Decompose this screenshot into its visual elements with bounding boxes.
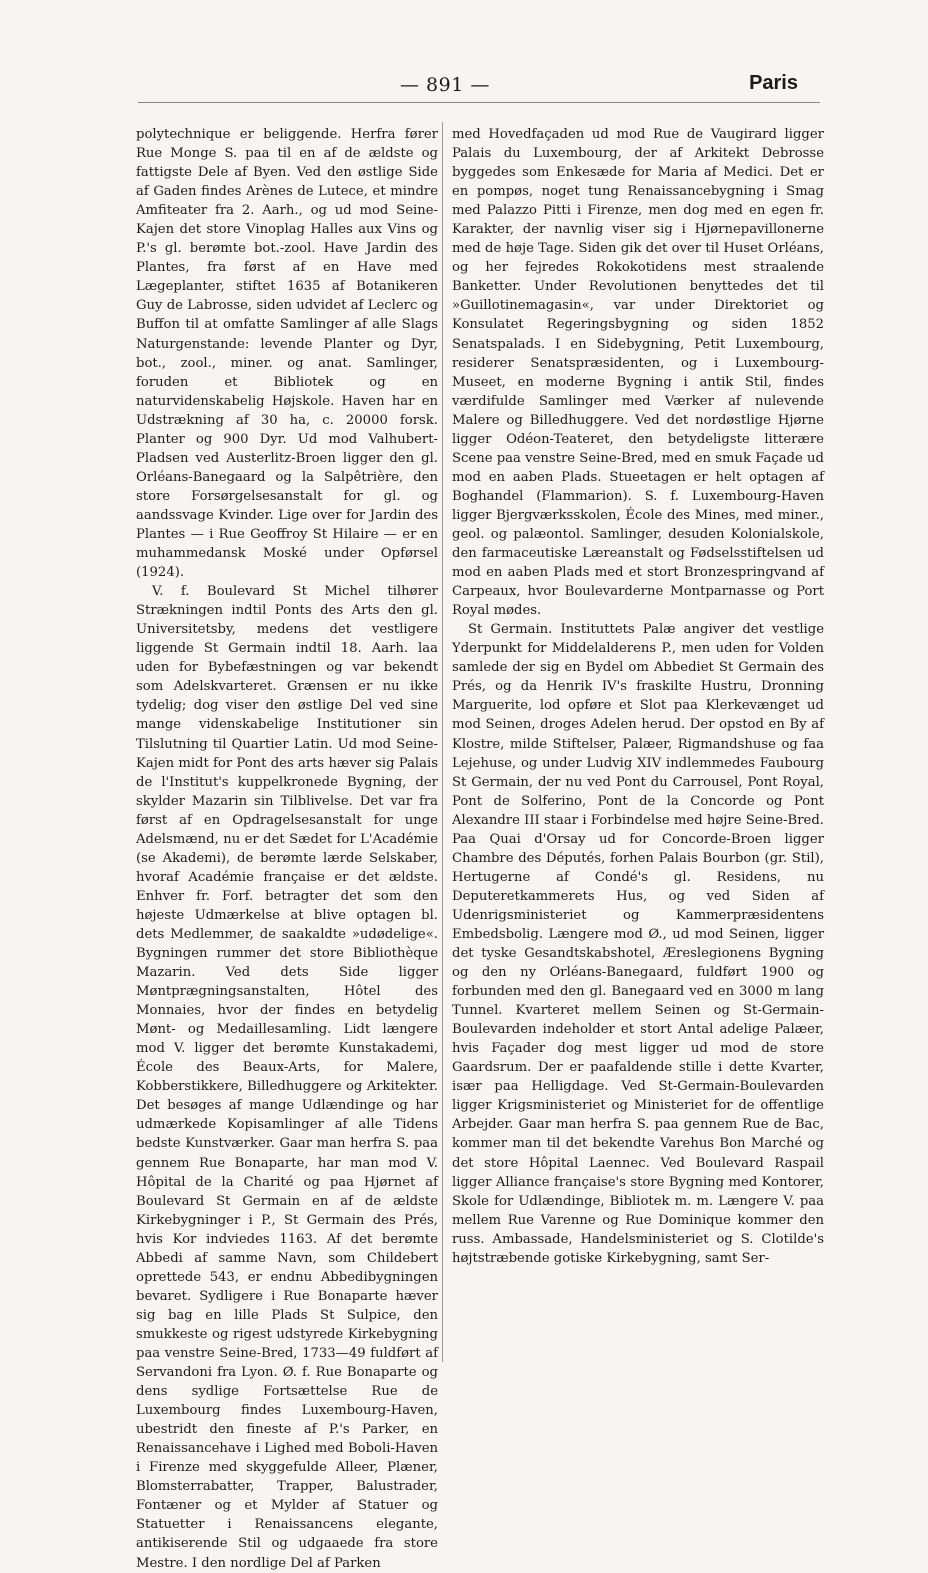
paragraph: polytechnique er beliggende. Herfra fører Rue Monge S. paa til en af de ældste og fattigste Dele af Byen. Ved den østlige Side af Gaden findes Arènes de Lutece, et mindre Amfiteater fra 2. Aarh., og ud mod Seine-Kajen det store Vinoplag Halles aux Vins og P.'s gl. berømte bot.-zool. Have Jardin des Plantes, fra først af en Have med Lægeplanter, stiftet 1635 af Botanikeren Guy de Labrosse, siden udvidet af Leclerc og Buffon til at omfatte Samlinger af alle Slags Naturgenstande: levende Planter og Dyr, bot., zool., miner. og anat. Samlinger, foruden et Bibliotek og en naturvidenskabelig Højskole. Haven har en Udstrækning af 30 ha, c. 20000 forsk. Planter og 900 Dyr. Ud mod Valhubert-Pladsen ved Austerlitz-Broen ligger den gl. Orléans-Banegaard og la Salpêtrière, den store Forsørgelsesanstalt for gl. og aandssvage Kvinder. Lige over for Jardin des Plantes — i Rue Geoffroy St Hilaire — er en muhammedansk Moské under Opførsel (1924). (136, 127, 438, 581)
page-number: — 891 — (400, 74, 490, 96)
left-column (136, 125, 438, 1573)
column-divider (442, 122, 443, 1362)
paragraph: V. f. Boulevard St Michel tilhører Strækningen indtil Ponts des Arts den gl. Universitetsby, medens det vestligere liggende St Germain indtil 18. Aarh. laa uden for Bybefæstningen og var bekendt som Adelskvarteret. Grænsen er nu ikke tydelig; dog viser den østlige Del ved sine mange videnskabelige Institutioner sin Tilslutning til Quartier Latin. Ud mod Seine-Kajen midt for Pont des arts hæver sig Palais de l'Institut's kuppelkronede Bygning, der skylder Mazarin sin Tilblivelse. Det var fra først af en Opdragelsesanstalt for unge Adelsmænd, nu er det Sædet for L'Académie (se Akademi), de berømte lærde Selskaber, hvoraf Académie française er det ældste. Enhver fr. Forf. betragter det som den højeste Udmærkelse at blive optagen bl. dets Medlemmer, de saakaldte »udødelige«. Bygningen rummer det store Bibliothèque Mazarin. Ved dets Side ligger Møntprægningsanstalten, Hôtel des Monnaies, hvor der findes en betydelig Mønt- og Medaillesamling. Lidt længere mod V. ligger det berømte Kunstakademi, École des Beaux-Arts, for Malere, Kobberstikkere, Billedhuggere og Arkitekter. Det besøges af mange Udlændinge og har udmærkede Kopisamlinger af alle Tidens bedste Kunstværker. Gaar man herfra S. paa gennem Rue Bonaparte, har man mod V. Hôpital de la Charité og paa Hjørnet af Boulevard St Germain en af de ældste Kirkebygninger i P., St Germain des Prés, hvis Kor indviedes 1163. Af det berømte Abbedi af samme Navn, som Childebert oprettede 543, er endnu Abbedibygningen bevaret. Sydligere i Rue Bonaparte hæver sig bag en lille Plads St Sulpice, den smukkeste og rigest udstyrede Kirkebygning paa venstre Seine-Bred, 1733—49 fuldført af Servandoni fra Lyon. Ø. f. Rue Bonaparte og dens sydlige Fortsættelse Rue de Luxembourg findes Luxembourg-Haven, ubestridt den fineste af P.'s Parker, en Renaissancehave i Lighed med Boboli-Haven i Firenze med skyggefulde Alleer, Plæner, Blomsterrabatter, Trapper, Balustrader, Fontæner og et Mylder af Statuer og Statuetter i Renaissancens elegante, antikiserende Stil og udgaaede fra store Mestre. I den nordlige Del af Parken (136, 584, 438, 1571)
paragraph: med Hovedfaçaden ud mod Rue de Vaugirard ligger Palais du Luxembourg, der af Arkitekt Debrosse byggedes som Enkesæde for Maria af Medici. Det er en pompøs, noget tung Renaissancebygning i Smag med Palazzo Pitti i Firenze, men dog med en egen fr. Karakter, der navnlig viser sig i Hjørnepavillonerne med de høje Tage. Siden gik det over til Huset Orléans, og her fejredes Rokokotidens mest straalende Banketter. Under Revolutionen benyttedes det til »Guillotinemagasin«, var under Direktoriet og Konsulatet Regeringsbygning og siden 1852 Senatspalads. I en Sidebygning, Petit Luxembourg, residerer Senatspræsidenten, og i Luxembourg-Museet, en moderne Bygning i antik Stil, findes værdifulde Samlinger med Værker af nulevende Malere og Billedhuggere. Ved det nordøstlige Hjørne ligger Odéon-Teateret, den betydeligste litterære Scene paa venstre Seine-Bred, med en smuk Façade ud mod en aaben Plads. Stueetagen er helt optagen af Boghandel (Flammarion). S. f. Luxembourg-Haven ligger Bjergværksskolen, École des Mines, med miner., geol. og palæontol. Samlinger, desuden Kolonialskole, den farmaceutiske Læreanstalt og Fødselsstiftelsen ud mod en aaben Plads med et stort Bronzespringvand af Carpeaux, hvor Boulevarderne Montparnasse og Port Royal mødes. (452, 127, 824, 619)
paragraph: St Germain. Instituttets Palæ angiver det vestlige Yderpunkt for Middelalderens P., men uden for Volden samlede der sig en Bydel om Abbediet St Germain des Prés, og da Henrik IV's fraskilte Hustru, Dronning Marguerite, lod opføre et Slot paa Klerkevænget ud mod Seinen, droges Adelen herud. Der opstod en By af Klostre, milde Stiftelser, Palæer, Rigmandshuse og faa Lejehuse, og under Ludvig XIV indlemmedes Faubourg St Germain, der nu ved Pont du Carrousel, Pont Royal, Pont de Solferino, Pont de la Concorde og Pont Alexandre III staar i Forbindelse med højre Seine-Bred. Paa Quai d'Orsay ud for Concorde-Broen ligger Chambre des Députés, forhen Palais Bourbon (gr. Stil), Hertugerne af Condé's gl. Residens, nu Deputeretkammerets Hus, og ved Siden af Udenrigsministeriet og Kammerpræsidentens Embedsbolig. Længere mod Ø., ud mod Seinen, ligger det tyske Gesandtskabshotel, Æreslegionens Bygning og den ny Orléans-Banegaard, fuldført 1900 og forbunden med den gl. Banegaard ved en 3000 m lang Tunnel. Kvarteret mellem Seinen og St-Germain-Boulevarden indeholder et stort Antal adelige Palæer, hvis Façader dog mest ligger ud mod de store Gaardsrum. Der er paafaldende stille i dette Kvarter, især paa Helligdage. Ved St-Germain-Boulevarden ligger Krigsministeriet og Ministeriet for de offentlige Arbejder. Gaar man herfra S. paa gennem Rue de Bac, kommer man til det bekendte Varehus Bon Marché og det store Hôpital Laennec. Ved Boulevard Raspail ligger Alliance française's store Bygning med Kontorer, Skole for Udlændinge, Bibliotek m. m. Længere V. paa mellem Rue Varenne og Rue Dominique kommer den russ. Ambassade, Handelsministeriet og S. Clotilde's højtstræbende gotiske Kirkebygning, samt Ser- (452, 622, 824, 1266)
page-header (138, 68, 820, 104)
header-rule (138, 102, 820, 103)
right-column (452, 125, 824, 1268)
running-head: Paris (749, 72, 798, 94)
